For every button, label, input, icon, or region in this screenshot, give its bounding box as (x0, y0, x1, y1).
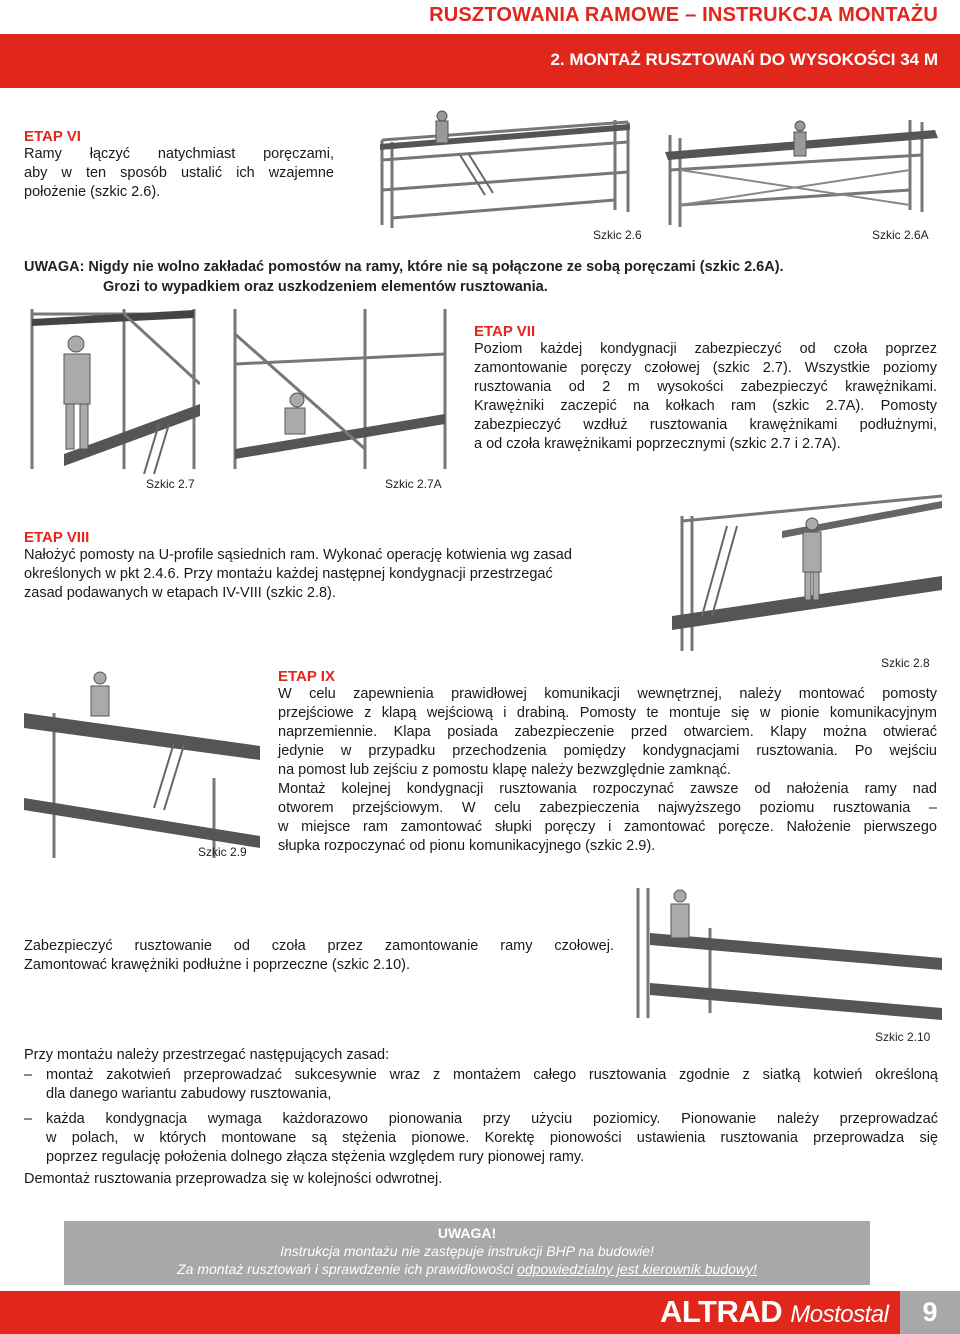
note-line-2b: odpowiedzialny jest kierownik budowy! (517, 1261, 757, 1277)
rules-bullet-1 (24, 1066, 938, 1104)
etap-7-line: zamontowanie poręczy czołowej (szkic 2.7). Wszystkie poziomy (474, 360, 937, 376)
bullet-dash: – (24, 1111, 33, 1127)
etap-8-line: określonych w pkt 2.4.6. Przy montażu każdej następnej kondygnacji przestrzegać (24, 566, 553, 582)
secure-line: Zabezpieczyć rusztowanie od czoła przez zamontowanie ramy czołowej. (24, 938, 614, 954)
caption-2-9: Szkic 2.9 (198, 845, 247, 859)
etap-8-title: ETAP VIII (24, 529, 90, 546)
etap-9-line: Montaż kolejnej kondygnacji rusztowania rozpoczynać zawsze od nałożenia ramy nad (278, 781, 937, 797)
caption-2-7a: Szkic 2.7A (385, 477, 442, 491)
etap-8-block (24, 529, 664, 603)
etap-6-line: Ramy łączyć natychmiast poręczami, (24, 146, 334, 162)
etap-6-block (24, 128, 334, 202)
section-title: 2. MONTAŻ RUSZTOWAŃ DO WYSOKOŚCI 34 M (550, 50, 938, 69)
secure-block (24, 937, 614, 975)
etap-8-line: zasad podawanych w etapach IV-VIII (szkic 2.8). (24, 585, 336, 601)
brand-logo (660, 1294, 888, 1330)
etap-9-line: na pomost lub zejściu z pomostu klapę należy bezwzględnie zamknąć. (278, 762, 731, 778)
etap-9-line: jedynie w przypadku przechodzenia pomiędzy kondygnacjami rusztowania. Po wejściu (278, 743, 937, 759)
rules-bullet-2 (24, 1110, 938, 1167)
sketch-2-7 (24, 304, 200, 474)
etap-9-line: przejściowe z klapą wejściową i drabiną. Pomosty te montuje się w pionie komunikacyjnym (278, 705, 937, 721)
safety-note-box (64, 1221, 870, 1285)
etap-7-line: zabezpieczyć wzdłuż rusztowania krawężnikami podłużnymi, (474, 417, 937, 433)
sketch-2-9 (24, 668, 260, 864)
etap-9-block (278, 668, 937, 856)
etap-7-block (474, 323, 937, 454)
etap-7-line: rusztowania od 2 m wysokości zabezpieczyć krawężnikami. (474, 379, 937, 395)
etap-7-line: Poziom każdej kondygnacji zabezpieczyć od czoła poprzez (474, 341, 937, 357)
page-number: 9 (900, 1291, 960, 1334)
rules-intro: Przy montażu należy przestrzegać następujących zasad: (24, 1047, 390, 1063)
rules-dismantle: Demontaż rusztowania przeprowadza się w kolejności odwrotnej. (24, 1171, 443, 1187)
etap-8-line: Nałożyć pomosty na U-profile sąsiednich ram. Wykonać operację kotwienia wg zasad (24, 547, 572, 563)
sketch-2-6a (660, 100, 945, 230)
etap-6-line: aby w ten sposób ustalić ich wzajemne (24, 165, 334, 181)
brand-subname: Mostostal (790, 1301, 889, 1328)
warning-line-2: Grozi to wypadkiem oraz uszkodzeniem elementów rusztowania. (103, 279, 548, 295)
rules-bullet-line: każda kondygnacja wymaga każdorazowo pionowania przy użyciu poziomicy. Pionowanie należy przeprowadzać (46, 1111, 938, 1127)
rules-bullet-line: dla danego wariantu zabudowy rusztowania, (46, 1086, 332, 1102)
caption-2-7: Szkic 2.7 (146, 477, 195, 491)
note-title: UWAGA! (437, 1225, 497, 1241)
caption-2-6: Szkic 2.6 (593, 228, 642, 242)
caption-2-8: Szkic 2.8 (881, 656, 930, 670)
sketch-2-7a (215, 304, 453, 474)
sketch-2-6 (370, 100, 650, 230)
warning-line-1: UWAGA: Nigdy nie wolno zakładać pomostów na ramy, które nie są połączone ze sobą poręczami (szkic 2.6A). (24, 259, 784, 275)
caption-2-6a: Szkic 2.6A (872, 228, 929, 242)
bullet-dash: – (24, 1067, 33, 1083)
note-line-1: Instrukcja montażu nie zastępuje instrukcji BHP na budowie! (280, 1243, 654, 1259)
etap-7-line: Krawężniki zaczepić na kołkach ram (szkic 2.7A). Pomosty (474, 398, 937, 414)
etap-9-line: w miejsce ram zamontować słupki poręczy i zamontować poręcze. Nałożenie pierwszego (278, 819, 937, 835)
rules-bullet-line: poprzez regulację położenia dolnego złącza stężenia względem rury pionowej ramy. (46, 1149, 585, 1165)
caption-2-10: Szkic 2.10 (875, 1030, 931, 1044)
rules-block (24, 1046, 938, 1189)
etap-7-line: a od czoła krawężnikami poprzecznymi (szkic 2.7 i 2.7A). (474, 436, 841, 452)
etap-6-line: położenie (szkic 2.6). (24, 184, 161, 200)
note-line-2a: Za montaż rusztowań i sprawdzenie ich prawidłowości (177, 1261, 518, 1277)
etap-6-title: ETAP VI (24, 128, 81, 145)
note-line-2 (64, 1260, 870, 1278)
etap-9-line: naprzemiennie. Klapa posiada zabezpieczenie przed otwarciem. Klapy można otwierać (278, 724, 937, 740)
rules-bullet-line: montaż zakotwień przeprowadzać sukcesywnie wraz z montażem całego rusztowania zgodnie z siatką kotwień określoną (46, 1067, 938, 1083)
brand-name: ALTRAD (660, 1294, 783, 1329)
etap-7-title: ETAP VII (474, 323, 536, 340)
document-title: RUSZTOWANIA RAMOWE – INSTRUKCJA MONTAŻU (429, 4, 938, 26)
rules-bullet-line: w polach, w których montowane są stężenia pionowe. Korektę pionowości ustawienia rusztowania przeprowadza się (46, 1130, 938, 1146)
etap-9-line: W celu zapewnienia prawidłowej komunikacji wewnętrznej, należy montować pomosty (278, 686, 937, 702)
etap-9-line: słupka rozpoczynać od pionu komunikacyjnego (szkic 2.9). (278, 838, 656, 854)
secure-line: Zamontować krawężniki podłużne i poprzeczne (szkic 2.10). (24, 957, 411, 973)
sketch-2-10 (630, 878, 942, 1026)
sketch-2-8 (672, 486, 942, 656)
etap-9-line: otworem przejściowym. W celu zabezpieczenia najwyższego poziomu rusztowania – (278, 800, 937, 816)
etap-9-title: ETAP IX (278, 668, 335, 685)
